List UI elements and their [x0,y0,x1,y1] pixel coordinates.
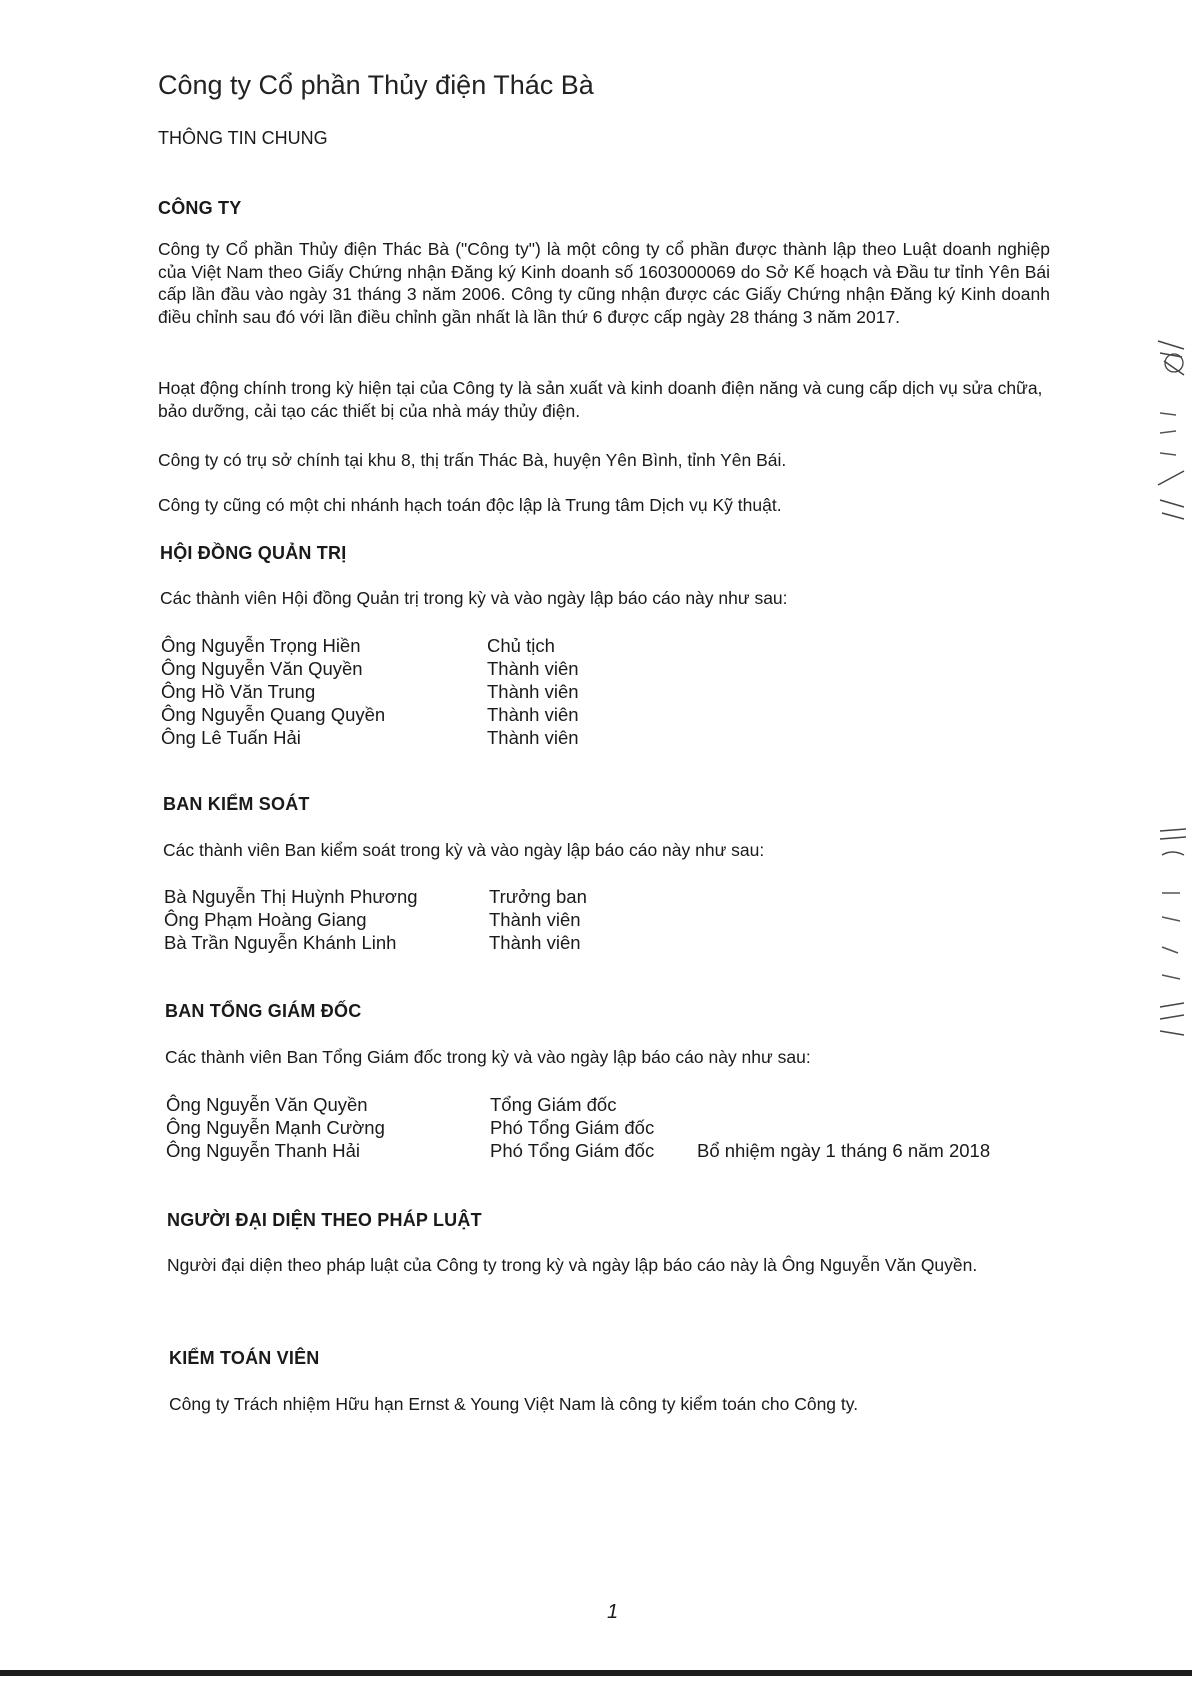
stamp-fragment-lower-icon [1154,825,1192,1040]
supervisory-member-name: Bà Nguyễn Thị Huỳnh Phương [164,886,418,907]
page-bottom-rule [0,1670,1192,1676]
auditor-text: Công ty Trách nhiệm Hữu hạn Ernst & Young Việt Nam là công ty kiểm toán cho Công ty. [169,1394,859,1414]
page-number: 1 [607,1601,619,1623]
company-paragraph-4: Công ty cũng có một chi nhánh hạch toán độc lập là Trung tâm Dịch vụ Kỹ thuật. [158,495,782,515]
supervisory-member-role: Thành viên [489,909,581,930]
board-heading: HỘI ĐỒNG QUẢN TRỊ [160,543,347,563]
company-paragraph-2: Hoạt động chính trong kỳ hiện tại của Công ty là sản xuất và kinh doanh điện năng và cung cấp dịch vụ sửa chữa, bảo dưỡng, cải tạo các thiết bị của nhà máy thủy điện. [158,378,1043,421]
management-member-name: Ông Nguyễn Thanh Hải [166,1140,361,1161]
auditor-heading: KIỂM TOÁN VIÊN [169,1348,320,1368]
management-member-role: Phó Tổng Giám đốc [490,1140,655,1161]
board-member-name: Ông Lê Tuấn Hải [161,727,301,748]
company-paragraph-3: Công ty có trụ sở chính tại khu 8, thị trấn Thác Bà, huyện Yên Bình, tỉnh Yên Bái. [158,450,787,470]
board-member-role: Chủ tịch [487,635,555,656]
management-names [166,1093,385,1162]
supervisory-member-role: Trưởng ban [489,886,587,907]
management-heading: BAN TỔNG GIÁM ĐỐC [165,1001,362,1021]
supervisory-names [164,885,418,954]
seal-stamp-icon [1154,335,1192,520]
company-paragraph-1: Công ty Cổ phần Thủy điện Thác Bà ("Công ty") là một công ty cổ phần được thành lập theo Luật doanh nghiệp của Việt Nam theo Giấy Chứng nhận Đăng ký Kinh doanh số 1603000069 do Sở Kế hoạch và Đầu tư tỉnh Yên Bái cấp lần đầu vào ngày 31 tháng 3 năm 2006. Công ty cũng nhận được các Giấy Chứng nhận Đăng ký Kinh doanh điều chỉnh sau đó với lần điều chỉnh gần nhất là lần thứ 6 được cấp ngày 28 tháng 3 năm 2017. [158,239,1050,327]
board-names [161,634,385,749]
board-member-role: Thành viên [487,681,579,702]
board-member-name: Ông Nguyễn Trọng Hiền [161,635,361,656]
board-roles [487,634,579,749]
board-member-name: Ông Nguyễn Quang Quyền [161,704,386,725]
board-member-role: Thành viên [487,727,579,748]
board-member-name: Ông Nguyễn Văn Quyền [161,658,363,679]
legal-rep-text: Người đại diện theo pháp luật của Công ty trong kỳ và ngày lập báo cáo này là Ông Nguyễn Văn Quyền. [167,1255,978,1275]
supervisory-member-role: Thành viên [489,932,581,953]
supervisory-member-name: Bà Trần Nguyễn Khánh Linh [164,932,397,953]
management-appointment-note: Bổ nhiệm ngày 1 tháng 6 năm 2018 [697,1140,991,1161]
supervisory-roles [489,885,587,954]
page-subtitle: THÔNG TIN CHUNG [158,128,328,148]
page-title: Công ty Cổ phần Thủy điện Thác Bà [158,70,594,100]
supervisory-member-name: Ông Phạm Hoàng Giang [164,909,367,930]
management-member-name: Ông Nguyễn Văn Quyền [166,1094,368,1115]
seal-stamp-icon [1154,825,1192,1040]
supervisory-intro: Các thành viên Ban kiểm soát trong kỳ và vào ngày lập báo cáo này như sau: [163,840,765,860]
management-roles [490,1093,654,1162]
board-member-role: Thành viên [487,658,579,679]
management-member-role: Phó Tổng Giám đốc [490,1117,655,1138]
management-member-role: Tổng Giám đốc [490,1094,617,1115]
management-intro: Các thành viên Ban Tổng Giám đốc trong kỳ và vào ngày lập báo cáo này như sau: [165,1047,811,1067]
supervisory-heading: BAN KIỂM SOÁT [163,794,310,814]
board-member-name: Ông Hồ Văn Trung [161,681,316,702]
company-heading: CÔNG TY [158,198,242,218]
legal-rep-heading: NGƯỜI ĐẠI DIỆN THEO PHÁP LUẬT [167,1210,482,1230]
stamp-fragment-upper-icon [1154,335,1192,520]
board-member-role: Thành viên [487,704,579,725]
board-intro: Các thành viên Hội đồng Quản trị trong kỳ và vào ngày lập báo cáo này như sau: [160,588,788,608]
management-member-name: Ông Nguyễn Mạnh Cường [166,1117,385,1138]
